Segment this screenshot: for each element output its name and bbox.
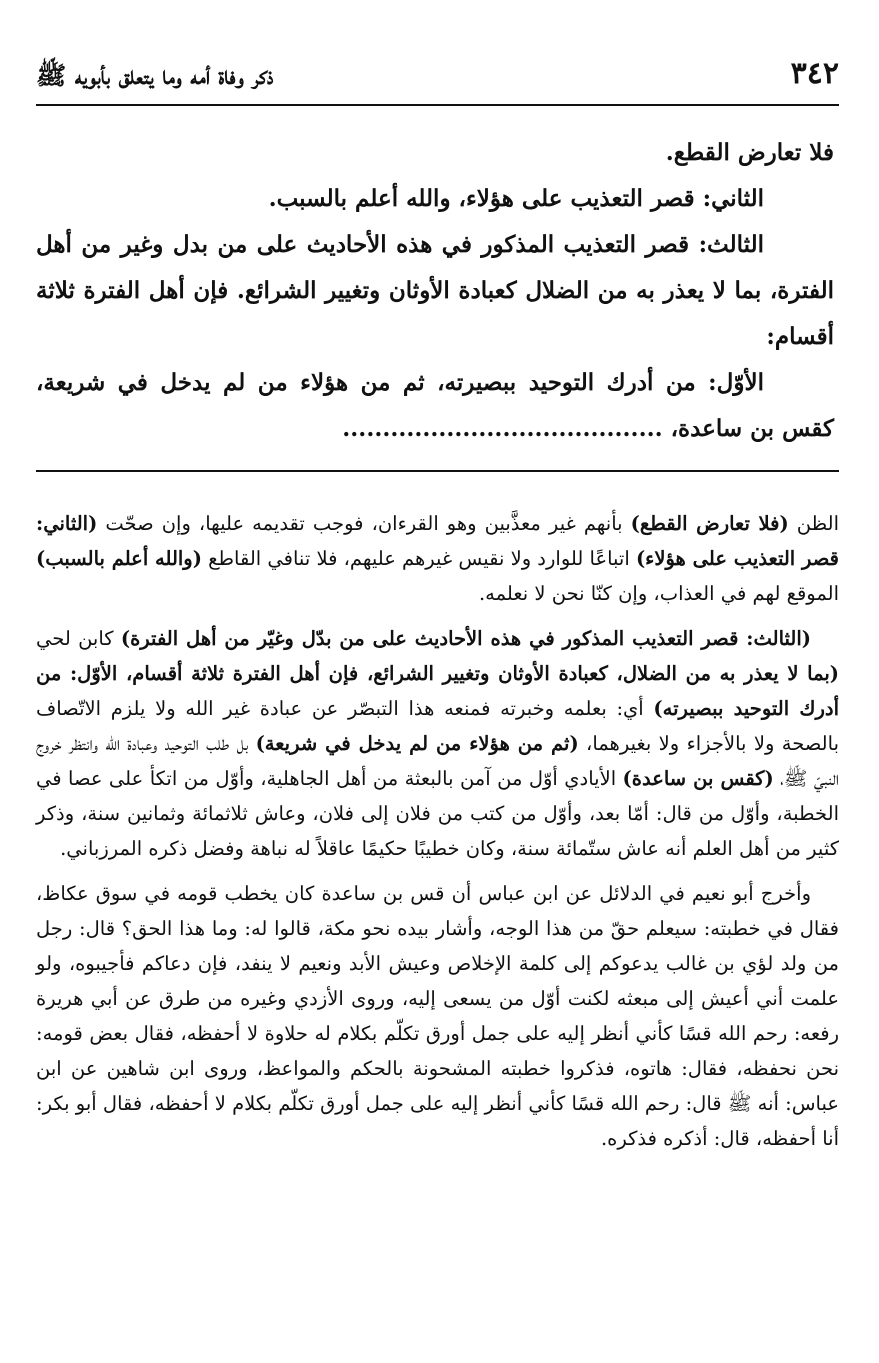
quoted-matn: (الثاني: قصر التعذيب على هؤلاء) bbox=[36, 512, 839, 570]
quoted-matn: (كقس بن ساعدة) bbox=[622, 767, 774, 790]
commentary-paragraph-1 bbox=[36, 506, 839, 611]
text-run: أي: بعلمه وخبرته فمنعه هذا التبصّر عن عبادة غير الله ولا يلزم الاتّصاف بالصحة ولا بالأجزاء ولا بغيرهما، bbox=[36, 697, 839, 755]
footnote-divider bbox=[36, 470, 839, 472]
commentary-paragraph-3: وأخرج أبو نعيم في الدلائل عن ابن عباس أن قس بن ساعدة كان يخطب قومه في سوق عكاظ، فقال في خطبته: سيعلم حقّ من هذا الوجه، وأشار بيده نحو مكة، قالوا له: وما هذا الحق؟ قال: رجل من ولد لؤي بن غالب يدعوكم إلى كلمة الإخلاص وعيش الأبد ونعيم لا ينفد، فإن دعاكم فأجيبوه، ولو علمت أني أعيش إلى مبعثه لكنت أوّل من يسعى إليه، وروى الأزدي وغيره من طرق عن أبي هريرة رفعه: رحم الله قسًا كأني أنظر إليه على جمل أورق تكلّم بكلام له حلاوة لا أحفظه، فقال بعض قومه: نحن نحفظه، فقال: هاتوه، فذكروا خطبته المشحونة بالحكم والمواعظ، وروى ابن شاهين عن ابن عباس: أنه ﷺ قال: رحم الله قسًا كأني أنظر إليه على جمل أورق تكلّم بكلام لا أحفظه، فقال أبو بكر: أنا أحفظه، قال: أذكره فذكره. bbox=[36, 882, 839, 1150]
running-header bbox=[36, 52, 839, 104]
text-run: الموقع لهم في العذاب، وإن كنّا نحن لا نعلمه. bbox=[478, 582, 839, 605]
commentary-text bbox=[36, 506, 839, 1166]
matn-paragraph-1: فلا تعارض القطع. bbox=[665, 139, 834, 166]
chapter-title: ذكر وفاة أمه وما يتعلق بأبويه ﷺ bbox=[36, 61, 274, 90]
matn-paragraph-3: الثالث: قصر التعذيب المذكور في هذه الأحاديث على من بدل وغير من أهل الفترة، بما لا يعذر به من الضلال كعبادة الأوثان وتغيير الشرائع. فإن أهل الفترة ثلاثة أقسام: bbox=[36, 231, 834, 350]
quoted-matn: (بما لا يعذر به من الضلال، كعبادة الأوثان وتغيير الشرائع، فإن أهل الفترة ثلاثة أقسام، الأوّل: من أدرك التوحيد ببصيرته) bbox=[36, 662, 839, 720]
ellipsis-dots: ........................................ bbox=[342, 415, 663, 442]
quoted-matn: (ثم من هؤلاء من لم يدخل في شريعة) bbox=[255, 732, 579, 755]
header-divider bbox=[36, 104, 839, 106]
text-run: بل طلب التوحيد وعبادة الله وانتظر خروج النبيّ ﷺ، bbox=[36, 732, 839, 790]
text-run: كابن لحي bbox=[36, 627, 121, 650]
quoted-matn: (والله أعلم بالسبب) bbox=[36, 547, 202, 570]
matn-paragraph-4 bbox=[36, 360, 834, 452]
page-number: ٣٤٢ bbox=[790, 56, 839, 91]
text-run: اتباعًا للوارد ولا نقيس غيرهم عليهم، فلا تنافي القاطع bbox=[201, 547, 636, 570]
matn-paragraph-4-text: الأوّل: من أدرك التوحيد ببصيرته، ثم من هؤلاء من لم يدخل في شريعة، كقس بن ساعدة، bbox=[36, 369, 834, 442]
text-run: الظن bbox=[788, 512, 839, 535]
quoted-matn: (الثالث: قصر التعذيب المذكور في هذه الأحاديث على من بدّل وغيّر من أهل الفترة) bbox=[120, 627, 811, 650]
matn-paragraph-2: الثاني: قصر التعذيب على هؤلاء، والله أعلم بالسبب. bbox=[268, 185, 764, 212]
quoted-matn: (فلا تعارض القطع) bbox=[630, 512, 789, 535]
text-run: بأنهم غير معذَّبين وهو القرءان، فوجب تقديمه عليها، وإن صحّت bbox=[97, 512, 631, 535]
main-text bbox=[36, 130, 834, 452]
commentary-paragraph-2 bbox=[36, 621, 839, 866]
text-run: الأيادي أوّل من آمن بالبعثة من أهل الجاهلية، وأوّل من اتكأ على عصا في الخطبة، وأوّل من قال: أمّا بعد، وأوّل من كتب من فلان إلى فلان، وعاش ثلاثمائة وثمانين سنة، وذكر كثير من أهل العلم أنه عاش ستّمائة سنة، وكان خطيبًا حكيمًا عاقلاً له نباهة وفضل ذكره المرزباني. bbox=[36, 767, 839, 860]
